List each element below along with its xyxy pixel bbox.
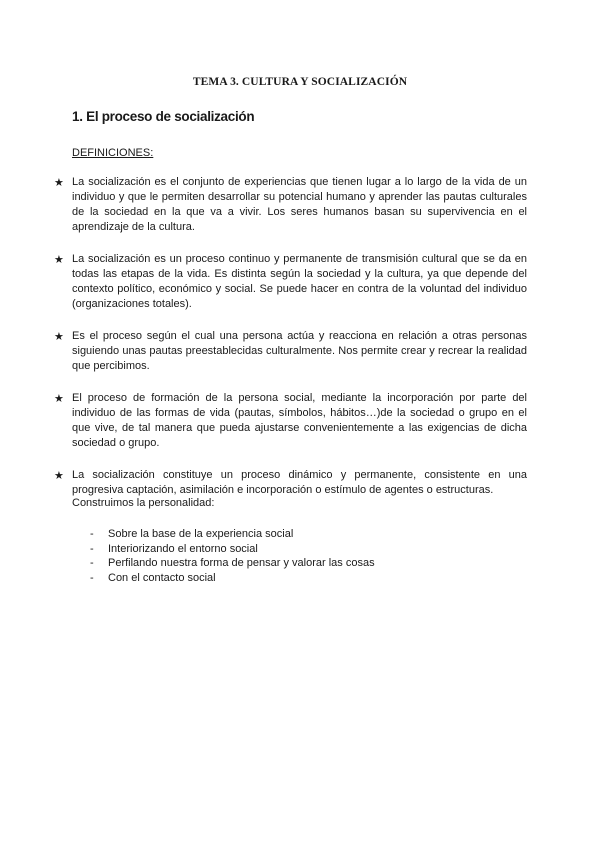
star-bullet-icon: ★ [54,176,64,189]
definition-text: La socialización es un proceso continuo y permanente de transmisión cultural que se da en todas las etapas de la vida. Es distinta según la sociedad y la cultura, ya que depende del contexto político, económico y social. Se puede hacer en contra de la voluntad del individuo (organizaciones totales). [72,253,527,310]
personality-list [90,527,375,585]
star-bullet-icon: ★ [54,253,64,266]
personality-intro: Construimos la personalidad: [72,497,215,509]
definition-text: Es el proceso según el cual una persona actúa y reacciona en relación a otras personas siguiendo unas pautas preestablecidas culturalmente. Nos permite crear y recrear la realidad que percibimos. [72,330,527,372]
dash-bullet: - [90,542,94,555]
dash-bullet: - [90,557,94,569]
list-item-text: Interiorizando el entorno social [108,542,258,555]
definition-item [54,252,527,312]
list-item [90,542,375,557]
section-heading: 1. El proceso de socialización [72,109,255,124]
definition-item [54,329,527,374]
definition-item [54,175,527,235]
star-bullet-icon: ★ [54,330,64,343]
definition-item [54,468,527,498]
list-item [90,527,375,542]
list-item [90,571,375,586]
definition-text: La socialización constituye un proceso dinámico y permanente, consistente en una progresiva captación, asimilación e incorporación o estímulo de agentes o estructuras. [72,469,527,496]
definition-item [54,391,527,451]
definitions-label: DEFINICIONES: [72,147,154,159]
definition-text: El proceso de formación de la persona social, mediante la incorporación por parte del individuo de las formas de vida (pautas, símbolos, hábitos…)de la sociedad o grupo en el que vive, de tal manera que pueda ajustarse convenientemente a las exigencias de dicha sociedad o grupo. [72,392,527,449]
list-item-text: Sobre la base de la experiencia social [108,528,294,540]
star-bullet-icon: ★ [54,469,64,482]
list-item [90,556,375,571]
dash-bullet: - [90,528,94,540]
definition-text: La socialización es el conjunto de experiencias que tienen lugar a lo largo de la vida de un individuo y que le permiten desarrollar su potencial humano y aprender las pautas culturales de la sociedad en la que va a vivir. Los seres humanos basan su supervivencia en el aprendizaje de la cultura. [72,176,527,233]
definitions-list [54,175,527,515]
document-title: TEMA 3. CULTURA Y SOCIALIZACIÓN [192,76,408,88]
star-bullet-icon: ★ [54,392,64,405]
dash-bullet: - [90,571,94,584]
list-item-text: Perfilando nuestra forma de pensar y valorar las cosas [108,557,375,569]
list-item-text: Con el contacto social [108,571,216,584]
